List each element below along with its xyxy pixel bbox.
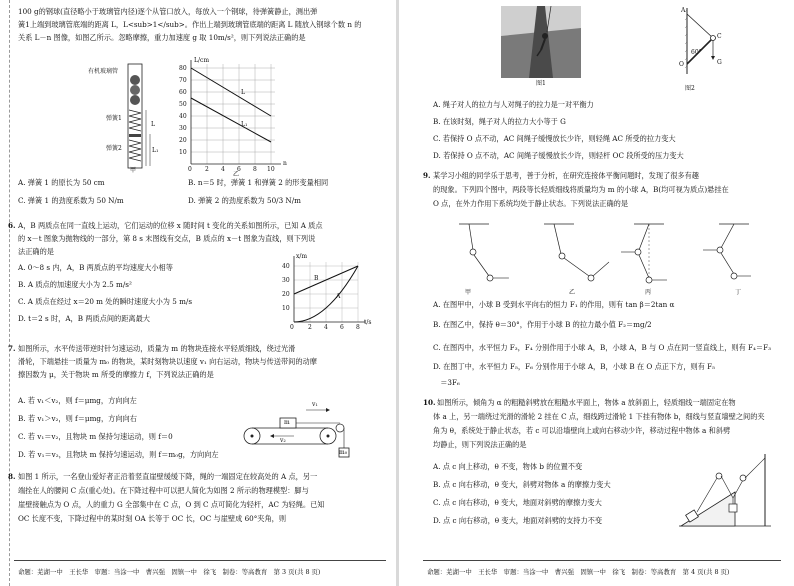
q6-option-b: B. A 质点的加速度大小为 2.5 m/s² — [18, 280, 132, 289]
l1-label: L₁ — [152, 147, 159, 154]
xt-a-label: A — [336, 293, 341, 300]
q10-line-2: 体 a 上，另一端绕过光滑的滑轮 2 挂在 C 点，细线跨过滑轮 1 下挂有物体 b，细线与竖直墙壁之间的夹 — [433, 412, 765, 421]
q5-option-d: D. 弹簧 2 的劲度系数为 50/3 N/m — [188, 196, 301, 205]
q6-option-c: C. A 质点在经过 x＝20 m 处的瞬时速度大小为 5 m/s — [18, 297, 193, 306]
q10-number: 10. — [423, 398, 436, 407]
q9-line-2: 的现象。下列四个图中，两段等长轻质细线将质量均为 m 的小球 A，B(均可视为质点)悬挂在 — [433, 185, 729, 194]
q10-line-1: 如图所示，倾角为 α 的粗糙斜劈放在粗糙水平面上，物体 a 放斜面上，轻质细线一端固定在物 — [437, 398, 736, 407]
figure-yi — [175, 58, 295, 176]
fig2-g-label: G — [717, 59, 722, 66]
q9-option-b: B. 在图乙中，保持 θ＝30°，作用于小球 B 的拉力最小值 F₂＝mg/2 — [433, 320, 652, 329]
q5-intro-line-3: 关系 L－n 图像，如图乙所示。忽略摩擦，重力加速度 g 取 10m/s²，则下列说法正确的是 — [18, 33, 306, 42]
q6-number: 6. — [8, 221, 16, 230]
yi-ylabel: L/cm — [194, 57, 210, 64]
yi-ytick: 60 — [179, 89, 187, 96]
yi-ytick: 50 — [179, 101, 187, 108]
q5-intro-line-1: 100 g的钢球(直径略小于玻璃管内径)逐个从管口放入，每放入一个钢球，待弹簧静止，测出弹 — [18, 7, 318, 16]
footer-rule — [14, 560, 386, 561]
q10-option-d: D. 点 c 向右移动，θ 变大，地面对斜劈的支持力不变 — [433, 516, 603, 525]
xt-xtick: 6 — [340, 324, 344, 331]
q7-number: 7. — [8, 344, 16, 353]
xt-ylabel: x/m — [296, 253, 308, 260]
q9-fig-caption: 丁 — [735, 289, 742, 296]
q9-line-1: 某学习小组的同学乐于思考，善于分析，在研究连接体平衡问题时，发现了很多有趣 — [433, 171, 699, 180]
q10-option-c: C. 点 c 向右移动，θ 变大，地面对斜劈的摩擦力变大 — [433, 498, 602, 507]
xt-xlabel: t/s — [364, 319, 372, 326]
q9-fig-caption: 乙 — [569, 289, 576, 296]
q8-option-b: B. 在该时刻，绳子对人的拉力大小等于 G — [433, 117, 566, 126]
yi-xtick: 0 — [188, 166, 192, 173]
xt-xtick: 4 — [324, 324, 328, 331]
q8-line-4: OC 长度不变，下降过程中的某时刻 OA 长等于 OC 长，OC 与崖壁成 60°夹角，则 — [18, 514, 287, 523]
q10-figure — [675, 450, 775, 530]
left-footer: 命题：芜湖一中 王长华 审题：当涂一中 曹兴强 固镇一中 徐飞 制卷：等高教育 第 3 页(共 8 页) — [18, 568, 321, 576]
tube-label: 有机玻璃管 — [88, 68, 119, 75]
q7-line-1: 如图所示，水平传送带逆时针匀速运动，质量为 m 的物块连接水平轻质细线，绕过光滑 — [18, 344, 296, 353]
yi-xtick: 6 — [237, 166, 241, 173]
q8-line-1: 如图 1 所示，一名登山爱好者正沿着竖直崖壁缓缓下降，绳的一端固定在较高处的 A 点，另一 — [18, 472, 318, 481]
xt-b-label: B — [314, 275, 319, 282]
q6-option-d: D. t＝2 s 时，A，B 两质点间的距离最大 — [18, 314, 150, 323]
q9-figures — [449, 218, 769, 292]
belt-v1-label: v₁ — [312, 401, 318, 408]
fig2-c-label: C — [717, 33, 722, 40]
line-l1-label: L₁ — [241, 121, 248, 128]
l-label: L — [151, 121, 155, 128]
figure-2 — [651, 4, 731, 90]
q8-line-3: 崖壁接触点为 O 点，人的重力 G 全部集中在 C 点，O 到 C 点可简化为轻杆，AC 为轻绳。已知 — [18, 500, 325, 509]
fig2-o-label: O — [679, 61, 684, 68]
q9-number: 9. — [423, 171, 431, 180]
q9-option-d: D. 在图丁中，水平恒力 F₅，F₆ 分别作用于小球 A，B，小球 B 在 O 点正下方，则有 F₅ — [433, 362, 716, 371]
q6-line-2: 的 x－t 图象为抛物线的一部分，第 8 s 末图线有交点，B 质点的 x－t 图象为直线，则下列说 — [18, 234, 316, 243]
q7-option-c: C. 若 v₁＝v₂，且物块 m 保持匀速运动，则 f＝0 — [18, 432, 173, 441]
q5-option-a: A. 弹簧 1 的原长为 50 cm — [18, 178, 105, 187]
yi-ytick: 40 — [179, 113, 187, 120]
xt-ytick: 30 — [282, 277, 290, 284]
q10-option-b: B. 点 c 向右移动，θ 变大，斜劈对物体 a 的摩擦力变大 — [433, 480, 611, 489]
yi-xlabel: n — [283, 160, 287, 167]
right-page — [399, 0, 794, 586]
figure-xt — [280, 252, 376, 332]
q8-number: 8. — [8, 472, 16, 481]
yi-xtick: 2 — [205, 166, 209, 173]
q7-option-a: A. 若 v₁＜v₂，则 f＝μmg，方向向左 — [18, 396, 137, 405]
q7-line-3: 擦因数为 μ，关于物块 m 所受的摩擦力 f，下列说法正确的是 — [18, 370, 214, 379]
yi-ytick: 80 — [179, 65, 187, 72]
yi-xtick: 4 — [221, 166, 225, 173]
figure-jia-caption: 甲 — [130, 167, 137, 174]
q8-line-2: 端拴在人的腰间 C 点(重心处)。在下降过程中可以把人简化为如图 2 所示的物理模型：脚与 — [18, 486, 309, 495]
belt-hang-label: m₀ — [339, 449, 348, 456]
q6-line-3: 法正确的是 — [18, 247, 54, 256]
figure-jia — [88, 58, 158, 173]
yi-ytick: 30 — [179, 125, 187, 132]
yi-xtick: 8 — [253, 166, 257, 173]
figure-1 — [501, 6, 581, 86]
yi-ytick: 70 — [179, 77, 187, 84]
belt-v2-label: v₂ — [280, 437, 286, 444]
q7-option-d: D. 若 v₁＝v₂，且物块 m 保持匀速运动，则 f＝m₀g，方向向左 — [18, 450, 219, 459]
yi-xtick: 10 — [267, 166, 275, 173]
q5-option-b: B. n＝5 时，弹簧 1 和弹簧 2 的形变量相同 — [188, 178, 329, 187]
q10-option-a: A. 点 c 向上移动，θ 不变，物体 b 的位置不变 — [433, 462, 583, 471]
figure-2-caption: 图2 — [685, 85, 695, 92]
q8-option-d: D. 若保持 O 点不动，AC 间绳子缓慢放长少许，则轻杆 OC 段所受的压力变大 — [433, 151, 684, 160]
figure-1-caption: 图1 — [536, 80, 546, 87]
figure-conveyor — [240, 400, 352, 462]
q9-line-3: O 点，在外力作用下系统均处于静止状态。下列说法正确的是 — [433, 199, 629, 208]
xt-xtick: 8 — [356, 324, 360, 331]
q9-option-d-cont: ＝3F₆ — [433, 378, 460, 387]
binding-line — [9, 0, 10, 586]
q10-line-4: 均静止，则下列说法正确的是 — [433, 440, 527, 449]
q7-line-2: 滑轮，下端悬挂一质量为 m₀ 的物块，某时刻物块以速度 v₁ 向右运动，物块与传送带间的动摩 — [18, 357, 317, 366]
q9-fig-caption: 甲 — [465, 289, 472, 296]
fig2-a-label: A — [681, 7, 686, 14]
q6-line-1: A，B 两质点在同一直线上运动，它们运动的位移 x 随时间 t 变化的关系如图所示，已知 A 质点 — [18, 221, 323, 230]
xt-xtick: 0 — [290, 324, 294, 331]
yi-ytick: 20 — [179, 137, 187, 144]
q9-fig-caption: 丙 — [645, 289, 652, 296]
q5-intro-line-2: 簧1上端到玻璃管底端的距离 L，L<sub>1</sub>。作出上端到玻璃管底端的距离 L 随放入钢球个数 n 的 — [18, 20, 362, 29]
spring2-label: 弹簧2 — [106, 145, 122, 152]
fig2-angle-label: 60° — [691, 49, 702, 56]
q9-option-c: C. 在图丙中，水平恒力 F₃，F₄ 分别作用于小球 A，B，小球 A，B 与 O 点在同一竖直线上，则有 F₄＝F₃ — [433, 343, 771, 352]
q8-option-c: C. 若保持 O 点不动，AC 间绳子缓慢放长少许，则轻绳 AC 所受的拉力变大 — [433, 134, 676, 143]
right-footer: 命题：芜湖一中 王长华 审题：当涂一中 曹兴强 固镇一中 徐飞 制卷：等高教育 第 4 页(共 8 页) — [427, 568, 730, 576]
line-l-label: L — [241, 89, 245, 96]
footer-rule — [423, 560, 781, 561]
belt-block-label: m — [284, 419, 290, 426]
q5-option-c: C. 弹簧 1 的劲度系数为 50 N/m — [18, 196, 124, 205]
spring1-label: 弹簧1 — [106, 115, 122, 122]
figure-yi-caption: 乙 — [233, 171, 240, 178]
q6-option-a: A. 0～8 s 内，A，B 两质点的平均速度大小相等 — [18, 263, 173, 272]
q9-option-a: A. 在图甲中，小球 B 受到水平向右的恒力 F₁ 的作用，则有 tan β＝2tan α — [433, 300, 675, 309]
xt-ytick: 20 — [282, 291, 290, 298]
q7-option-b: B. 若 v₁＞v₂，则 f＝μmg，方向向右 — [18, 414, 137, 423]
q10-line-3: 角为 θ，系统处于静止状态，若 c 可以沿墙壁向上或向右移动少许，移动过程中物体 a 和斜劈 — [433, 426, 731, 435]
xt-ytick: 40 — [282, 263, 290, 270]
xt-ytick: 10 — [282, 305, 290, 312]
left-page — [0, 0, 396, 586]
xt-xtick: 2 — [308, 324, 312, 331]
q8-option-a: A. 绳子对人的拉力与人对绳子的拉力是一对平衡力 — [433, 100, 594, 109]
yi-ytick: 10 — [179, 149, 187, 156]
